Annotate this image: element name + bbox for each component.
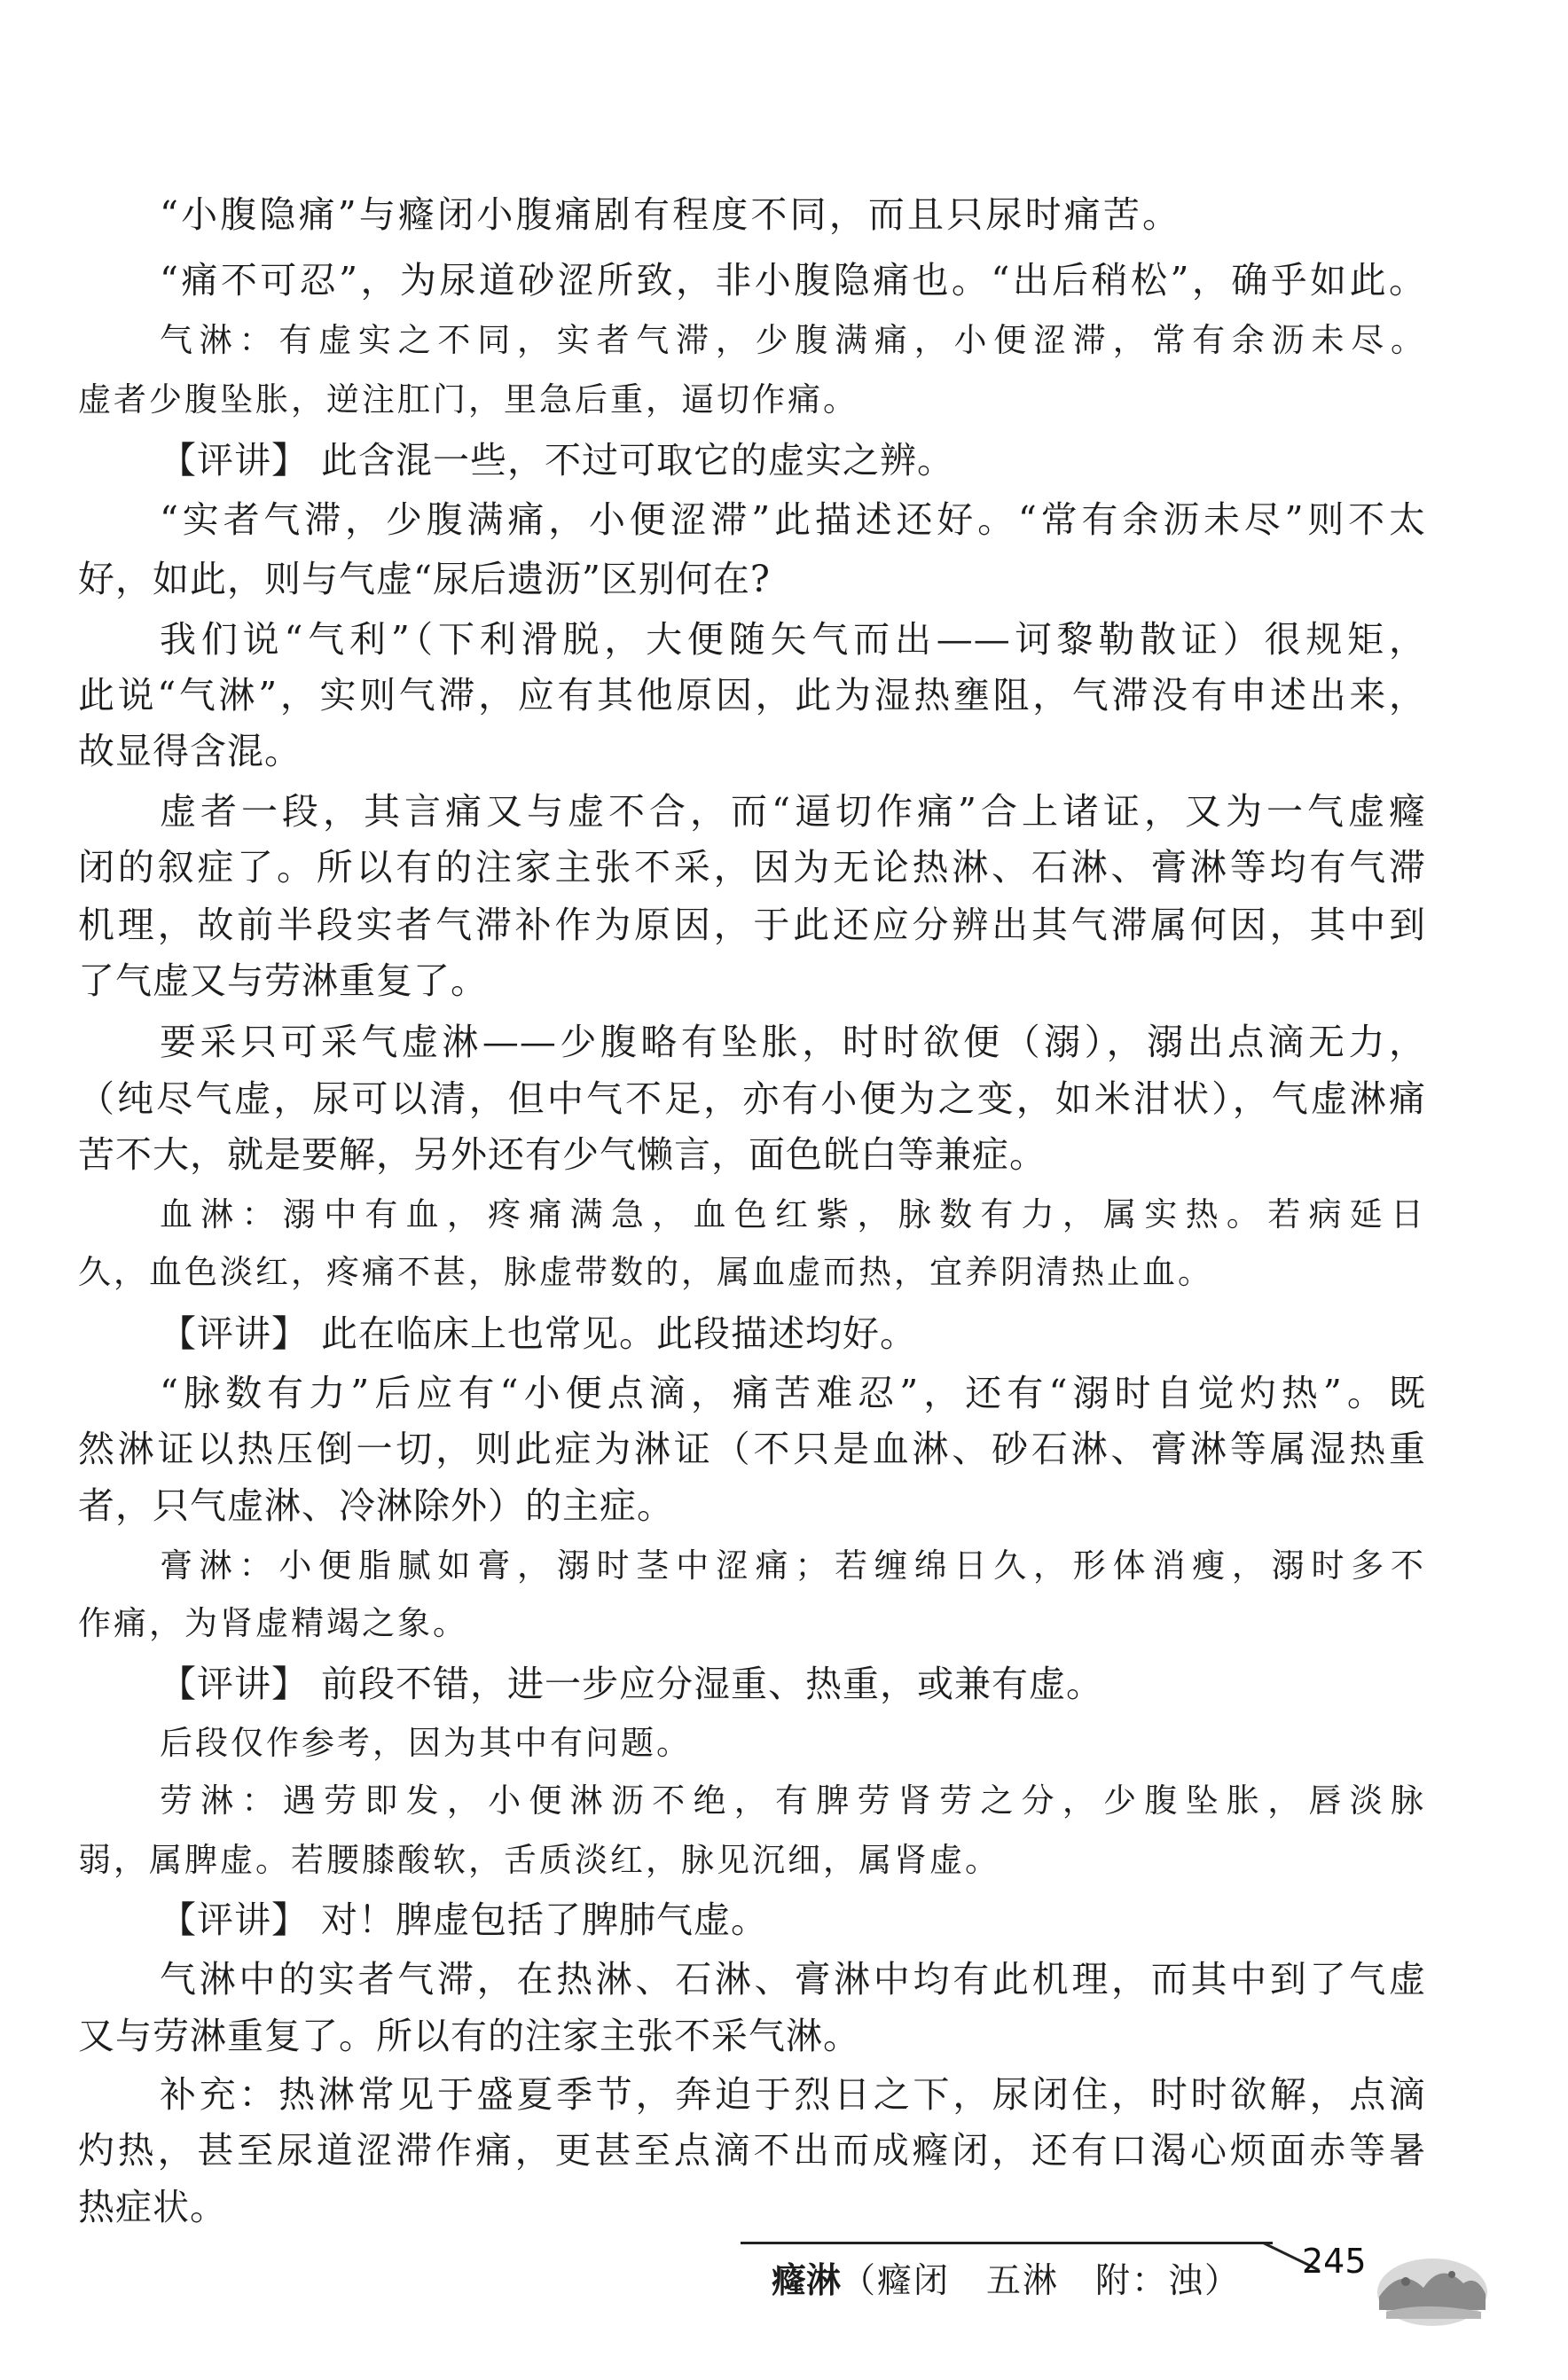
text-line: “痛不可忍”，为尿道砂涩所致，非小腹隐痛也。“出后稍松”，确乎如此。 (160, 259, 1426, 301)
text-line: 作痛，为肾虚精竭之象。 (78, 1604, 468, 1642)
text-line: 气淋：有虚实之不同，实者气滞，少腹满痛，小便涩滞，常有余沥未尽。 (160, 321, 1426, 359)
text-line: 【评讲】 此在临床上也常见。此段描述均好。 (160, 1312, 918, 1355)
text-line: 【评讲】 此含混一些，不过可取它的虚实之辨。 (160, 439, 955, 481)
text-line: 我们说“气利”（下利滑脱，大便随矢气而出——诃黎勒散证）很规矩， (160, 618, 1426, 661)
text-line: “实者气滞，少腹满痛，小便涩滞”此描述还好。“常有余沥未尽”则不太 (160, 498, 1426, 541)
text-line: “小腹隐痛”与癃闭小腹痛剧有程度不同，而且只尿时痛苦。 (160, 193, 1180, 236)
text-line: 劳淋：遇劳即发，小便淋沥不绝，有脾劳肾劳之分，少腹坠胀，唇淡脉 (160, 1781, 1426, 1820)
text-line: 热症状。 (78, 2186, 227, 2228)
text-line: 闭的叙症了。所以有的注家主张不采，因为无论热淋、石淋、膏淋等均有气滞 (78, 846, 1426, 889)
text-line: 后段仅作参考，因为其中有问题。 (160, 1724, 692, 1762)
text-line: 然淋证以热压倒一切，则此症为淋证（不只是血淋、砂石淋、膏淋等属湿热重 (78, 1428, 1426, 1470)
text-line: 者，只气虚淋、冷淋除外）的主症。 (78, 1484, 674, 1527)
text-line: 久，血色淡红，疼痛不甚，脉虚带数的，属血虚而热，宜养阴清热止血。 (78, 1253, 1213, 1291)
text-line: 弱，属脾虚。若腰膝酸软，舌质淡红，脉见沉细，属肾虚。 (78, 1841, 1000, 1879)
text-line: 补充：热淋常见于盛夏季节，奔迫于烈日之下，尿闭住，时时欲解，点滴 (160, 2073, 1426, 2116)
text-line: 机理，故前半段实者气滞补作为原因，于此还应分辨出其气滞属何因，其中到 (78, 904, 1426, 946)
text-line: 了气虚又与劳淋重复了。 (78, 959, 488, 1002)
text-line: 灼热，甚至尿道涩滞作痛，更甚至点滴不出而成癃闭，还有口渴心烦面赤等暑 (78, 2129, 1426, 2172)
text-line: 好，如此，则与气虚“尿后遗沥”区别何在? (78, 558, 771, 600)
text-line: 又与劳淋重复了。所以有的注家主张不采气淋。 (78, 2015, 860, 2057)
text-line: 此说“气淋”，实则气滞，应有其他原因，此为湿热壅阻，气滞没有申述出来， (78, 674, 1426, 716)
text-line: （纯尽气虚，尿可以清，但中气不足，亦有小便为之变，如米泔状），气虚淋痛 (78, 1077, 1426, 1120)
text-line: 虚者少腹坠胀，逆注肛门，里急后重，逼切作痛。 (78, 380, 858, 419)
text-line: 膏淋：小便脂腻如膏，溺时茎中涩痛；若缠绵日久，形体消瘦，溺时多不 (160, 1546, 1426, 1585)
text-line: 虚者一段，其言痛又与虚不合，而“逼切作痛”合上诸证，又为一气虚癃 (160, 790, 1426, 833)
text-line: 【评讲】 对！脾虚包括了脾肺气虚。 (160, 1899, 769, 1941)
chapter-subtitle: （癃闭 五淋 附：浊） (841, 2261, 1242, 2301)
text-line: 苦不大，就是要解，另外还有少气懒言，面色㿠白等兼症。 (78, 1133, 1047, 1176)
footer-rule (741, 2242, 1273, 2244)
text-line: 血淋：溺中有血，疼痛满急，血色红紫，脉数有力，属实热。若病延日 (160, 1195, 1426, 1233)
landscape-ornament-icon (1370, 2248, 1490, 2332)
text-line: 【评讲】 前段不错，进一步应分湿重、热重，或兼有虚。 (160, 1663, 1104, 1705)
page-number: 245 (1302, 2242, 1367, 2281)
text-line: 故显得含混。 (78, 730, 302, 772)
text-line: 要采只可采气虚淋——少腹略有坠胀，时时欲便（溺），溺出点滴无力， (160, 1021, 1426, 1063)
text-line: 气淋中的实者气滞，在热淋、石淋、膏淋中均有此机理，而其中到了气虚 (160, 1958, 1426, 2000)
text-line: “脉数有力”后应有“小便点滴，痛苦难忍”，还有“溺时自觉灼热”。既 (160, 1372, 1426, 1414)
running-footer (772, 2253, 1241, 2303)
chapter-title: 癃淋 (772, 2260, 842, 2301)
